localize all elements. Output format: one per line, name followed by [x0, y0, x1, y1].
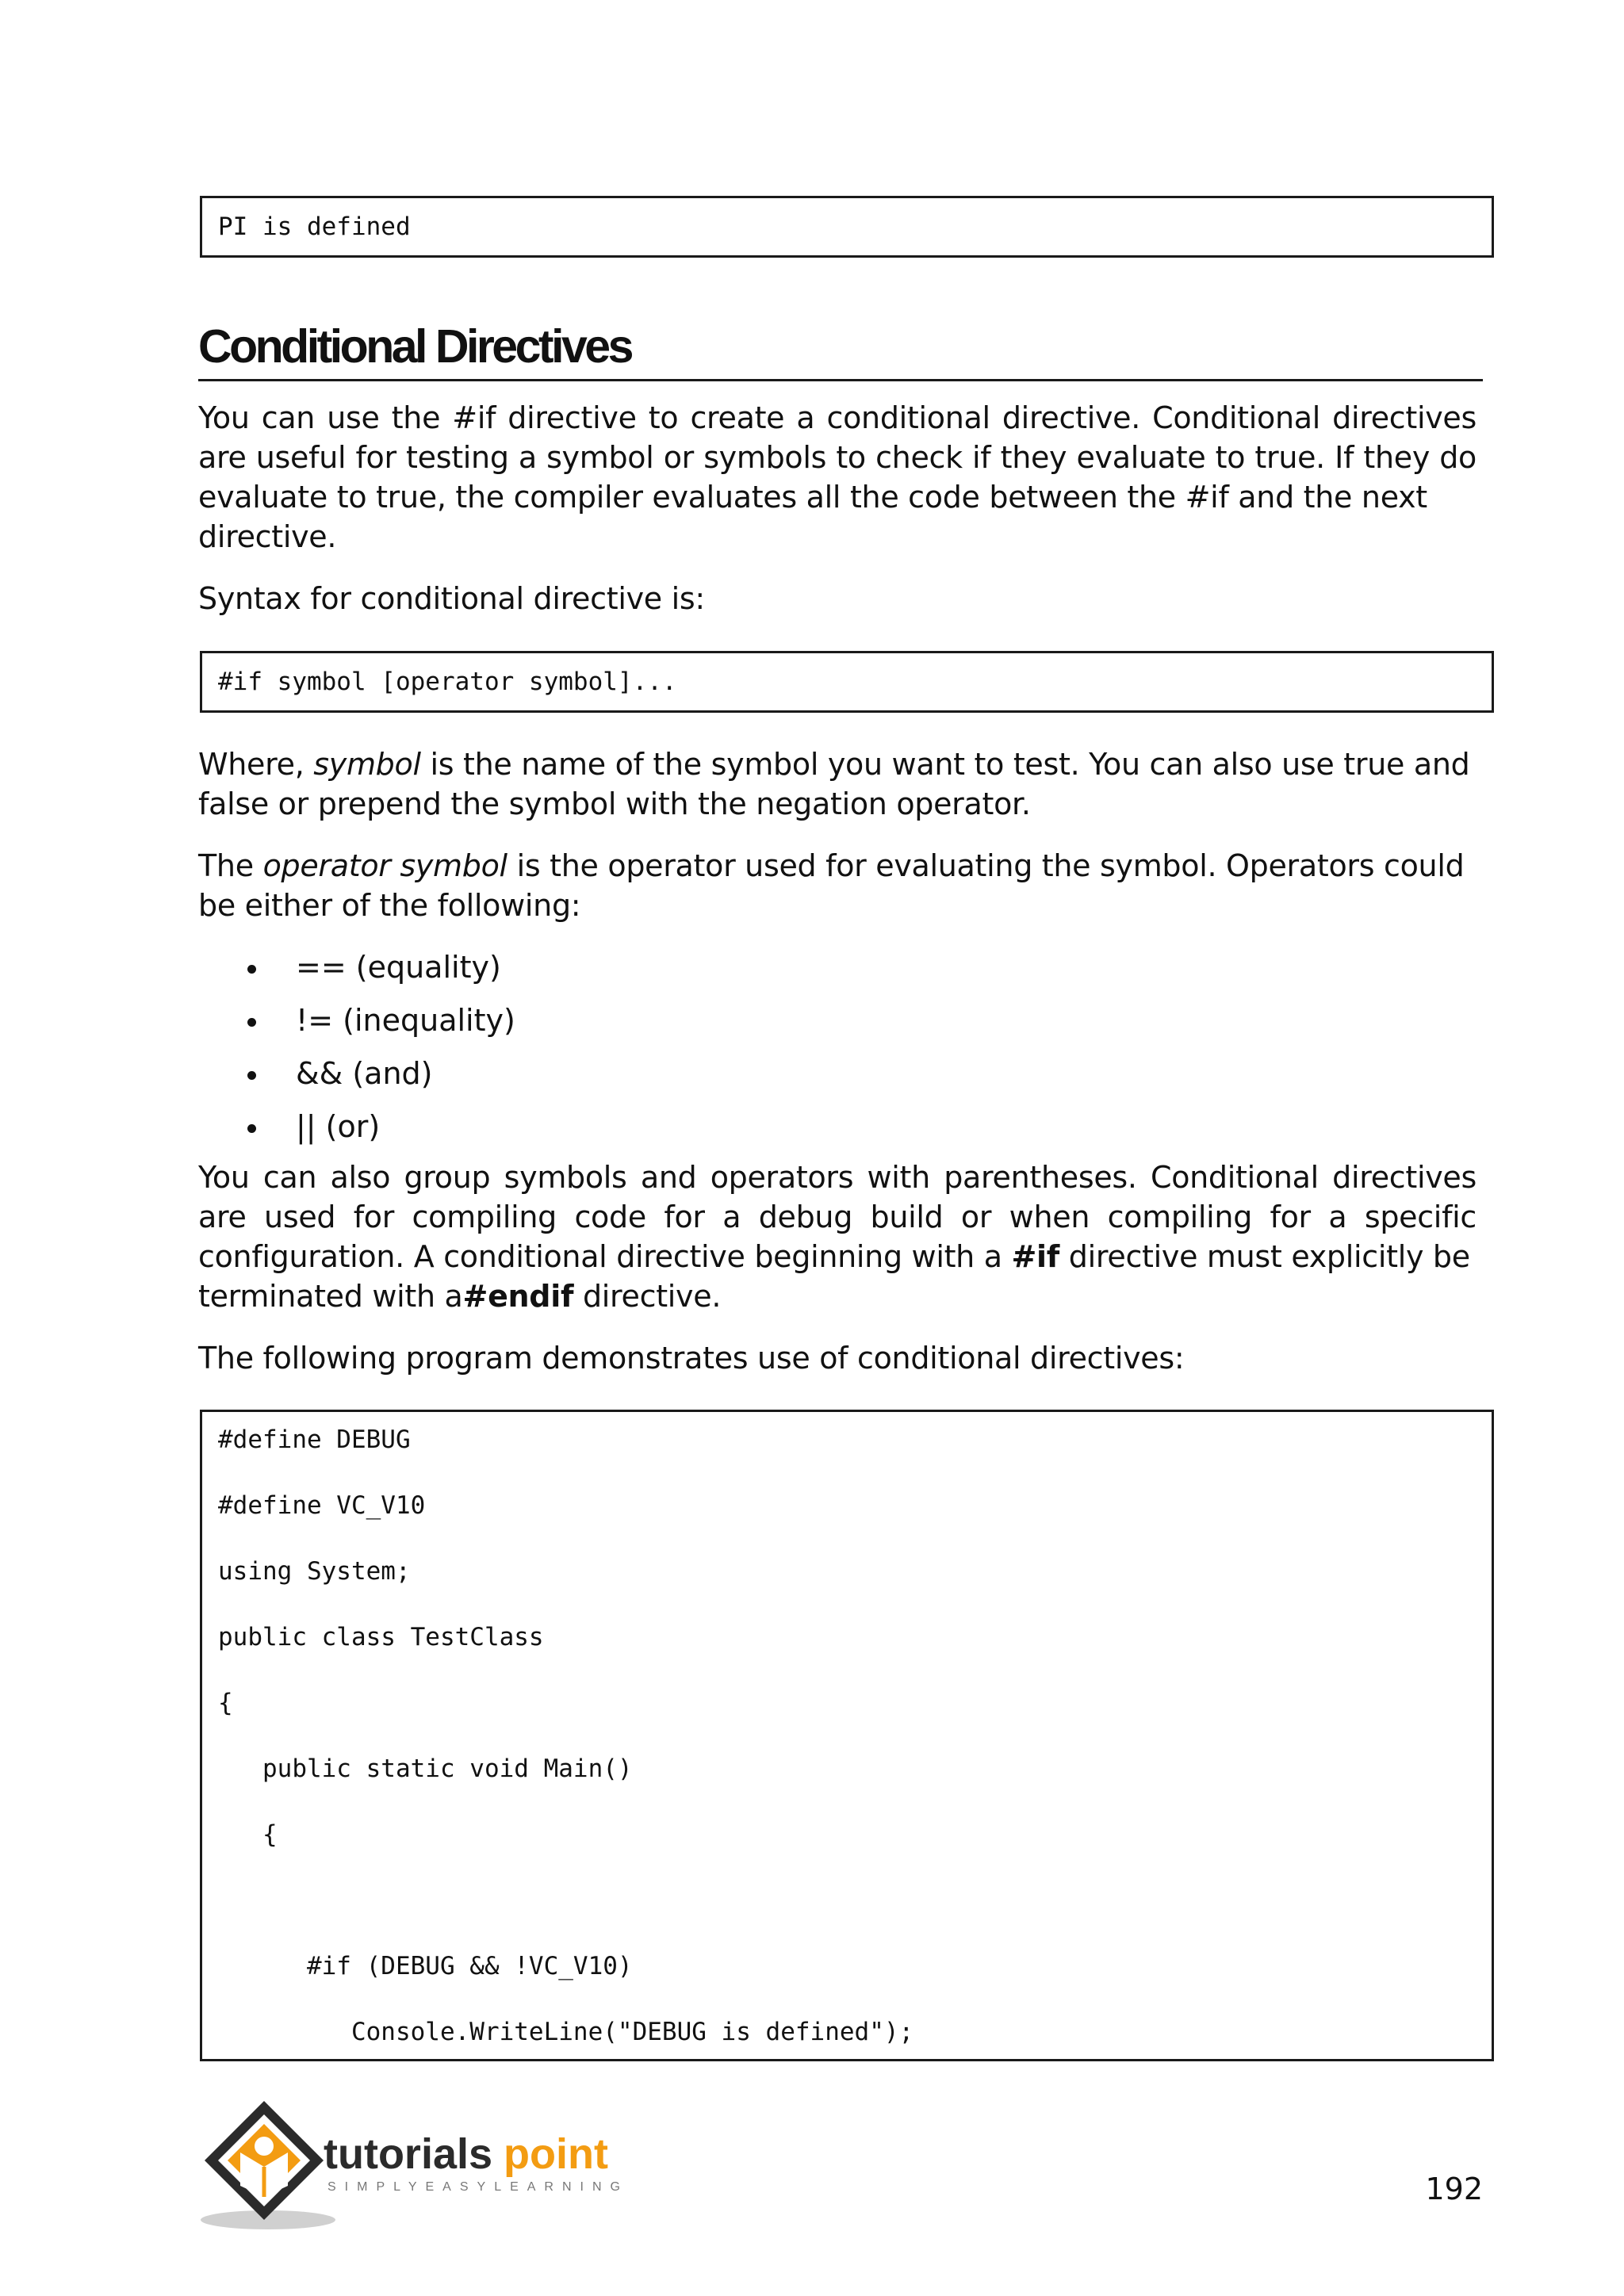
code-line: #if (DEBUG && !VC_V10) [218, 1952, 633, 1980]
list-item [198, 1054, 515, 1107]
operator-paragraph [198, 846, 1477, 925]
program-code-box [200, 1410, 1494, 2061]
text: is the name of the symbol you want to test. You can also use true and [420, 747, 1470, 782]
page-number: 192 [1425, 2172, 1483, 2206]
text-last [198, 1276, 1477, 1316]
code-line: PI is defined [218, 212, 411, 241]
code-line: #if symbol [operator symbol]... [218, 668, 677, 696]
logo-wordmark: tutorials [324, 2130, 493, 2178]
text: directive. [573, 1279, 722, 1314]
symbol-paragraph [198, 744, 1477, 824]
text: directive must explicitly be [1059, 1239, 1470, 1274]
text: is the operator used for evaluating the symbol. Operators could [507, 848, 1465, 883]
text: The [198, 848, 263, 883]
syntax-intro: Syntax for conditional directive is: [198, 581, 705, 616]
list-item-text: || (or) [296, 1109, 381, 1144]
emphasis: operator symbol [262, 848, 508, 883]
bullet-icon [247, 1018, 256, 1027]
bold-keyword: #if [1011, 1239, 1060, 1274]
output-code-box [200, 196, 1494, 258]
list-item-text: && (and) [296, 1056, 433, 1091]
list-item [198, 947, 515, 1001]
syntax-code-box [200, 651, 1494, 713]
text-last: be either of the following: [198, 888, 581, 923]
bullet-icon [247, 1124, 256, 1133]
text: terminated with a [198, 1279, 463, 1314]
code-line: #define DEBUG [218, 1425, 411, 1454]
list-item-text: != (inequality) [296, 1003, 515, 1038]
emphasis: symbol [313, 747, 421, 782]
code-line: public class TestClass [218, 1623, 544, 1651]
intro-text-last: directive. [198, 519, 337, 554]
logo-icon [197, 2097, 657, 2232]
section-heading: Conditional Directives [198, 319, 1483, 381]
tutorialspoint-logo [197, 2097, 657, 2232]
code-line: { [218, 1820, 278, 1849]
code-line: Console.WriteLine("DEBUG is defined"); [218, 2018, 914, 2046]
program-intro: The following program demonstrates use of conditional directives: [198, 1341, 1185, 1376]
text: Where, [198, 747, 314, 782]
operator-list [198, 947, 515, 1160]
text-last: false or prepend the symbol with the negation operator. [198, 786, 1031, 821]
bullet-icon [247, 1071, 256, 1080]
list-item [198, 1107, 515, 1160]
list-item-text: == (equality) [296, 950, 501, 985]
code-line: #define VC_V10 [218, 1491, 426, 1520]
text: You can also group symbols and operators with parentheses. Conditional directives are used for compiling code for a debug build or when compiling for a specific configuration. A conditional directive beginning with a [198, 1160, 1477, 1274]
logo-wordmark-accent: point [504, 2130, 608, 2178]
code-line: using System; [218, 1557, 411, 1586]
intro-text: You can use the #if directive to create a conditional directive. Conditional directives are useful for testing a symbol or symbols to check if they evaluate to true. If they do evaluate to true, the compiler evaluates all the code between the #if and the next [198, 400, 1477, 515]
grouping-paragraph [198, 1158, 1477, 1316]
logo-tagline: SIMPLYEASYLEARNING [327, 2180, 629, 2194]
code-line: { [218, 1689, 233, 1717]
bullet-icon [247, 965, 256, 974]
code-line: public static void Main() [218, 1755, 633, 1783]
bold-keyword: #endif [462, 1279, 574, 1314]
list-item [198, 1001, 515, 1054]
intro-paragraph [198, 398, 1477, 557]
